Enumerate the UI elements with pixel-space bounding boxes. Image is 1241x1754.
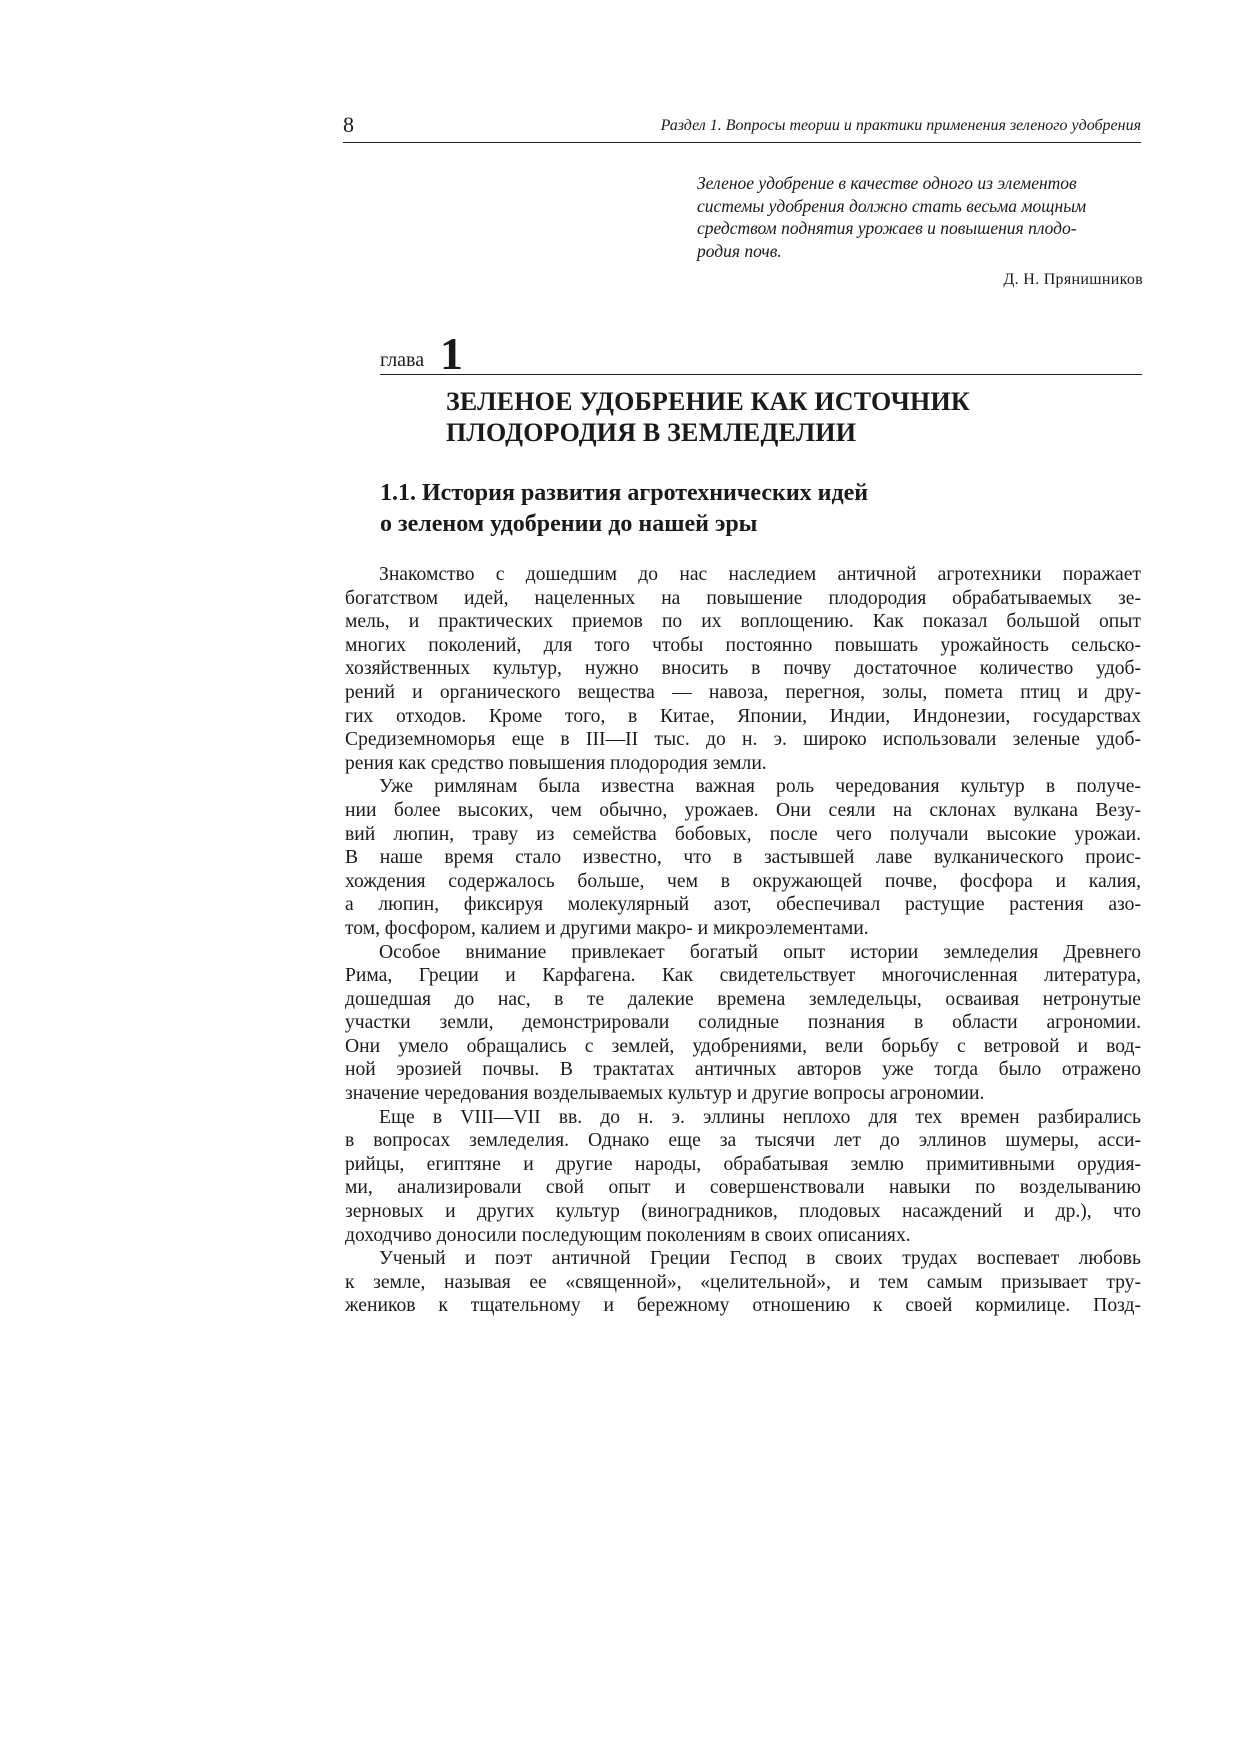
text-line: богатством идей, нацеленных на повышение плодородия обрабатываемых зе- (345, 587, 1141, 609)
running-title: Раздел 1. Вопросы теории и практики применения зеленого удобрения (660, 117, 1141, 134)
text-line: а люпин, фиксируя молекулярный азот, обеспечивал растущие растения азо- (345, 894, 1141, 916)
paragraph (345, 563, 1141, 775)
paragraph (345, 1247, 1141, 1318)
text-line: В наше время стало известно, что в застывшей лаве вулканического проис- (345, 847, 1141, 869)
epigraph-author: Д. Н. Прянишников (1003, 271, 1143, 288)
text-line: Знакомство с дошедшим до нас наследием античной агротехники поражает (379, 564, 1141, 585)
paragraph (345, 1106, 1141, 1248)
section-title-line: 1.1. История развития агротехнических идей (380, 480, 869, 506)
epigraph-quote (697, 172, 1143, 262)
epigraph-line: средством поднятия урожаев и повышения плодо- (697, 218, 1077, 238)
text-line: Ученый и поэт античной Греции Геспод в своих трудах воспевает любовь (379, 1248, 1141, 1270)
text-line: жеников к тщательному и бережному отношению к своей кормилице. Позд- (345, 1295, 1141, 1317)
text-line: рения как средство повышения плодородия земли. (345, 752, 767, 774)
section-title-line: о зеленом удобрении до нашей эры (380, 511, 758, 537)
chapter-title (446, 386, 970, 448)
body-text (345, 563, 1141, 1318)
epigraph (697, 172, 1143, 289)
text-line: рийцы, египтяне и другие народы, обрабатывая землю примитивными орудия- (345, 1153, 1141, 1175)
text-line: рений и органического вещества — навоза, перегноя, золы, помета птиц и дру- (345, 681, 1141, 703)
chapter-title-line: ПЛОДОРОДИЯ В ЗЕМЛЕДЕЛИИ (446, 418, 857, 447)
text-line: Уже римлянам была известна важная роль чередования культур в получе- (379, 776, 1141, 798)
text-line: ной эрозией почвы. В трактатах античных авторов уже тогда было отражено (345, 1059, 1141, 1081)
text-line: вий люпин, траву из семейства бобовых, после чего получали высокие урожаи. (345, 823, 1141, 845)
paragraph (345, 941, 1141, 1106)
text-line: к земле, называя ее «священной», «целительной», и тем самым призывает тру- (345, 1271, 1141, 1293)
text-line: значение чередования возделываемых культур и другие вопросы агрономии. (345, 1083, 985, 1105)
text-line: ми, анализировали свой опыт и совершенствовали навыки по возделыванию (345, 1177, 1141, 1199)
text-line: Средиземноморья еще в III—II тыс. до н. э. широко использовали зеленые удоб- (345, 729, 1141, 751)
text-line: мель, и практических приемов по их воплощению. Как показал большой опыт (345, 611, 1141, 633)
running-header (343, 112, 1141, 143)
text-line: доходчиво доносили последующим поколениям в своих описаниях. (345, 1224, 911, 1246)
text-line: нии более высоких, чем обычно, урожаев. Они сеяли на склонах вулкана Везу- (345, 799, 1141, 821)
text-line: дошедшая до нас, в те далекие времена земледельцы, осваивая нетронутые (345, 988, 1141, 1010)
chapter-title-line: ЗЕЛЕНОЕ УДОБРЕНИЕ КАК ИСТОЧНИК (446, 387, 970, 416)
text-line: том, фосфором, калием и другими макро- и микроэлементами. (345, 917, 869, 939)
text-line: хождения содержалось больше, чем в окружающей почве, фосфора и калия, (345, 870, 1141, 892)
section-title (380, 478, 868, 540)
text-line: гих отходов. Кроме того, в Китае, Японии, Индии, Индонезии, государствах (345, 705, 1141, 727)
text-line: хозяйственных культур, нужно вносить в почву достаточное количество удоб- (345, 658, 1141, 680)
epigraph-line: Зеленое удобрение в качестве одного из элементов (697, 173, 1077, 193)
text-line: Особое внимание привлекает богатый опыт истории земледелия Древнего (379, 941, 1141, 963)
text-line: многих поколений, для того чтобы постоянно повышать урожайность сельско- (345, 634, 1141, 656)
text-line: в вопросах земледелия. Однако еще за тысячи лет до эллинов шумеры, асси- (345, 1130, 1141, 1152)
chapter-number: 1 (440, 328, 463, 379)
text-line: зерновых и других культур (виноградников, плодовых насаждений и др.), что (345, 1201, 1141, 1223)
text-line: Они умело обращались с землей, удобрениями, вели борьбу с ветровой и вод- (345, 1035, 1141, 1057)
paragraph (345, 775, 1141, 940)
chapter-heading-rule (380, 328, 1142, 379)
chapter-label: глава (380, 349, 425, 371)
epigraph-line: системы удобрения должно стать весьма мощным (697, 195, 1087, 216)
text-line: участки земли, демонстрировали солидные познания в области агрономии. (345, 1012, 1141, 1034)
text-line: Рима, Греции и Карфагена. Как свидетельствует многочисленная литература, (345, 965, 1141, 987)
page-number: 8 (343, 112, 354, 137)
epigraph-line: родия почв. (697, 240, 782, 261)
text-line: Еще в VIII—VII вв. до н. э. эллины неплохо для тех времен разбирались (379, 1106, 1141, 1128)
